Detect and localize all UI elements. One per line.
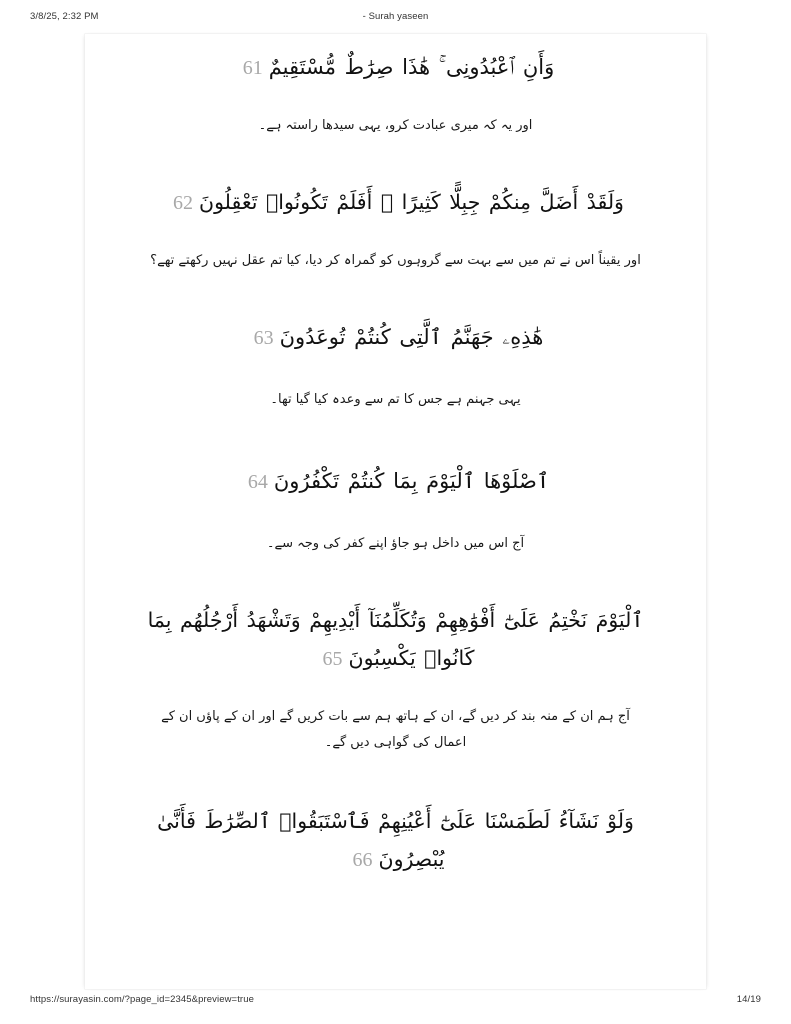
ayah-number-63: 63 <box>253 326 274 349</box>
ayah-number-62: 62 <box>173 192 194 215</box>
ayah-text-62 <box>99 184 692 222</box>
ayah-arabic-64: ٱصْلَوْهَا ٱلْيَوْمَ بِمَا كُنتُمْ تَكْفُرُونَ <box>273 469 550 494</box>
ayah-text-66-line1: وَلَوْ نَشَآءُ لَطَمَسْنَا عَلَىٰٓ أَعْيُنِهِمْ فَٱسْتَبَقُوا۟ ٱلصِّرَٰطَ فَأَنَّىٰ <box>157 808 634 833</box>
translation-64: آج اس میں داخل ہو جاؤ اپنے کفر کی وجہ سے۔ <box>266 536 525 552</box>
verse-block-66 <box>99 803 692 879</box>
verse-block-63 <box>99 318 692 412</box>
ayah-text-64 <box>99 462 692 501</box>
ayah-arabic-62: وَلَقَدْ أَضَلَّ مِنكُمْ جِبِلًّا كَثِيرًا ۖ أَفَلَمْ تَكُونُوا۟ تَعْقِلُونَ <box>199 190 624 215</box>
ayah-number-61: 61 <box>242 57 263 79</box>
verse-block-64 <box>99 462 692 556</box>
translation-65: آج ہم ان کے منہ بند کر دیں گے، ان کے ہاتھ ہم سے بات کریں گے اور ان کے پاؤں ان کے اعمال کی گواہی دیں گے۔ <box>161 709 630 750</box>
verse-block-61 <box>99 48 692 138</box>
ayah-arabic-61: وَأَنِ ٱعْبُدُونِى ۚ هَٰذَا صِرَٰطٌ مُّسْتَقِيمٌ <box>268 55 555 79</box>
translation-62: اور یقیناً اس نے تم میں سے بہت سے گروہوں کو گمراہ کر دیا، کیا تم عقل نہیں رکھتے تھے؟ <box>150 253 641 269</box>
verse-block-65 <box>99 602 692 755</box>
sheet-content <box>85 48 706 879</box>
ayah-arabic-65-cont: كَانُوا۟ يَكْسِبُونَ <box>348 646 475 671</box>
ayah-arabic-66-cont: يُبْصِرُونَ <box>378 846 445 871</box>
ayah-text-65-line2 <box>99 640 692 678</box>
ayah-arabic-63: هَٰذِهِۦ جَهَنَّمُ ٱلَّتِى كُنتُمْ تُوعَدُونَ <box>279 324 544 349</box>
ayah-text-61 <box>99 48 692 87</box>
ayah-text-65-line1: ٱلْيَوْمَ نَخْتِمُ عَلَىٰٓ أَفْوَٰهِهِمْ وَتُكَلِّمُنَآ أَيْدِيهِمْ وَتَشْهَدُ أَرْجُلُهُم بِمَا <box>147 608 644 633</box>
verse-block-62 <box>99 184 692 273</box>
translation-61: اور یہ کہ میری عبادت کرو، یہی سیدھا راستہ ہے۔ <box>258 118 533 133</box>
print-date: 3/8/25, 2:32 PM <box>30 11 99 22</box>
ayah-text-66-line2 <box>99 841 692 879</box>
ayah-number-64: 64 <box>247 471 268 494</box>
ayah-number-66: 66 <box>352 848 373 871</box>
print-header <box>0 0 791 34</box>
page-title: - Surah yaseen <box>362 11 429 22</box>
source-url: https://surayasin.com/?page_id=2345&preview=true <box>30 994 254 1005</box>
ayah-number-65: 65 <box>322 648 343 671</box>
ayah-text-63 <box>99 318 692 357</box>
page-indicator: 14/19 <box>736 994 761 1005</box>
print-footer <box>0 982 791 1024</box>
document-sheet <box>85 34 706 989</box>
translation-63: یہی جہنم ہے جس کا تم سے وعدہ کیا گیا تھا۔ <box>270 391 521 407</box>
